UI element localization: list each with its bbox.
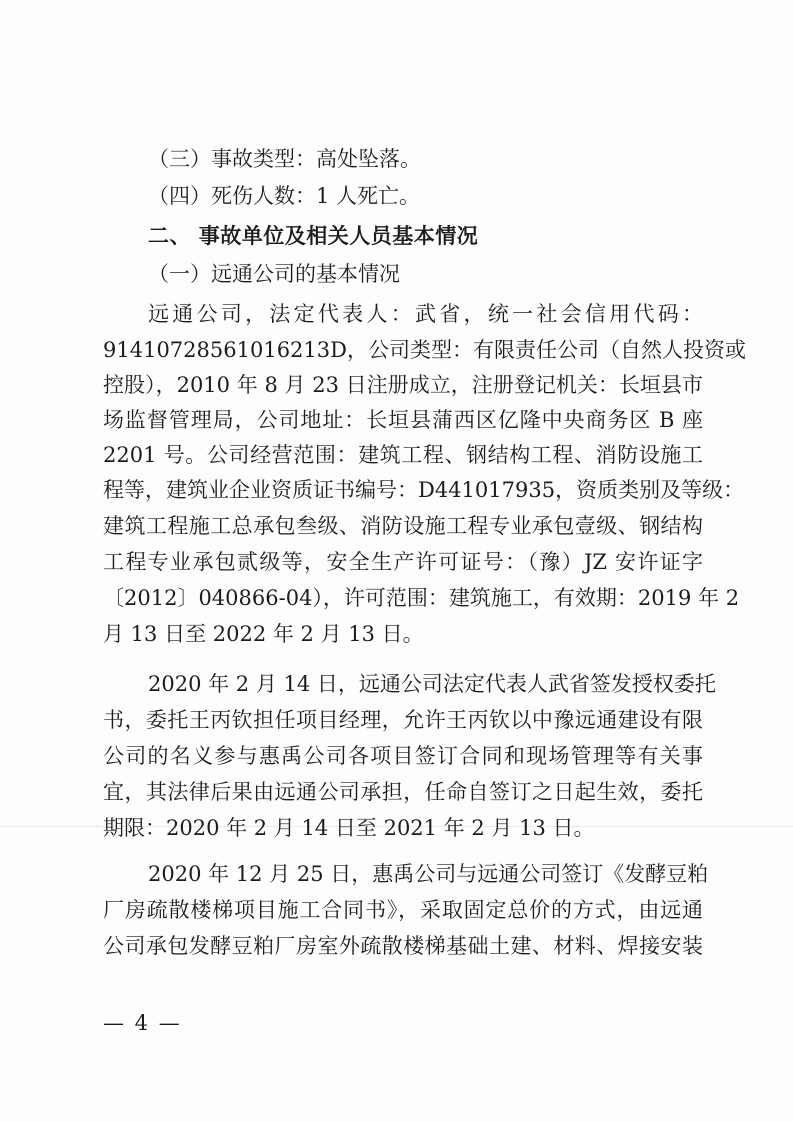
paragraph-line: 工程专业承包贰级等，安全生产许可证号：（豫）JZ 安许证字 xyxy=(103,550,703,574)
section-accident-type: （三）事故类型：高处坠落。 xyxy=(148,147,421,171)
paragraph-line: 建筑工程施工总承包叁级、消防设施工程专业承包壹级、钢结构 xyxy=(103,514,703,538)
heading-company-info: 二、 事故单位及相关人员基本情况 xyxy=(148,224,479,248)
paragraph-line: 月 13 日至 2022 年 2 月 13 日。 xyxy=(103,622,424,646)
paragraph-line: 远通公司，法定代表人：武省，统一社会信用代码： xyxy=(148,302,703,326)
paragraph-line: 书，委托王丙钦担任项目经理，允许王丙钦以中豫远通建设有限 xyxy=(103,708,703,732)
paragraph-line: 2020 年 2 月 14 日，远通公司法定代表人武省签发授权委托 xyxy=(148,672,716,696)
subheading-yuantong: （一）远通公司的基本情况 xyxy=(148,262,400,286)
paragraph-line: 控股），2010 年 8 月 23 日注册成立，注册登记机关：长垣县市 xyxy=(103,373,703,397)
paragraph-line: 91410728561016213D，公司类型：有限责任公司（自然人投资或 xyxy=(103,338,746,362)
paragraph-line: 公司的名义参与惠禹公司各项目签订合同和现场管理等有关事 xyxy=(103,744,703,768)
paragraph-line: 场监督管理局，公司地址：长垣县蒲西区亿隆中央商务区 B 座 xyxy=(103,408,703,432)
page-number: — 4 — xyxy=(103,1011,182,1035)
paragraph-line: 公司承包发酵豆粕厂房室外疏散楼梯基础土建、材料、焊接安装 xyxy=(103,934,703,958)
paragraph-line: 程等，建筑业企业资质证书编号：D441017935，资质类别及等级： xyxy=(103,478,745,502)
section-casualties: （四）死伤人数：1 人死亡。 xyxy=(148,184,421,208)
paragraph-line: 2020 年 12 月 25 日，惠禹公司与远通公司签订《发酵豆粕 xyxy=(148,862,709,886)
paragraph-line: 〔2012〕040866-04），许可范围：建筑施工，有效期：2019 年 2 xyxy=(103,586,740,610)
paragraph-line: 2201 号。公司经营范围：建筑工程、钢结构工程、消防设施工 xyxy=(103,443,703,467)
paragraph-line: 厂房疏散楼梯项目施工合同书》，采取固定总价的方式，由远通 xyxy=(103,898,703,922)
paragraph-line: 期限：2020 年 2 月 14 日至 2021 年 2 月 13 日。 xyxy=(103,816,595,840)
paragraph-line: 宜，其法律后果由远通公司承担，任命自签订之日起生效，委托 xyxy=(103,780,703,804)
